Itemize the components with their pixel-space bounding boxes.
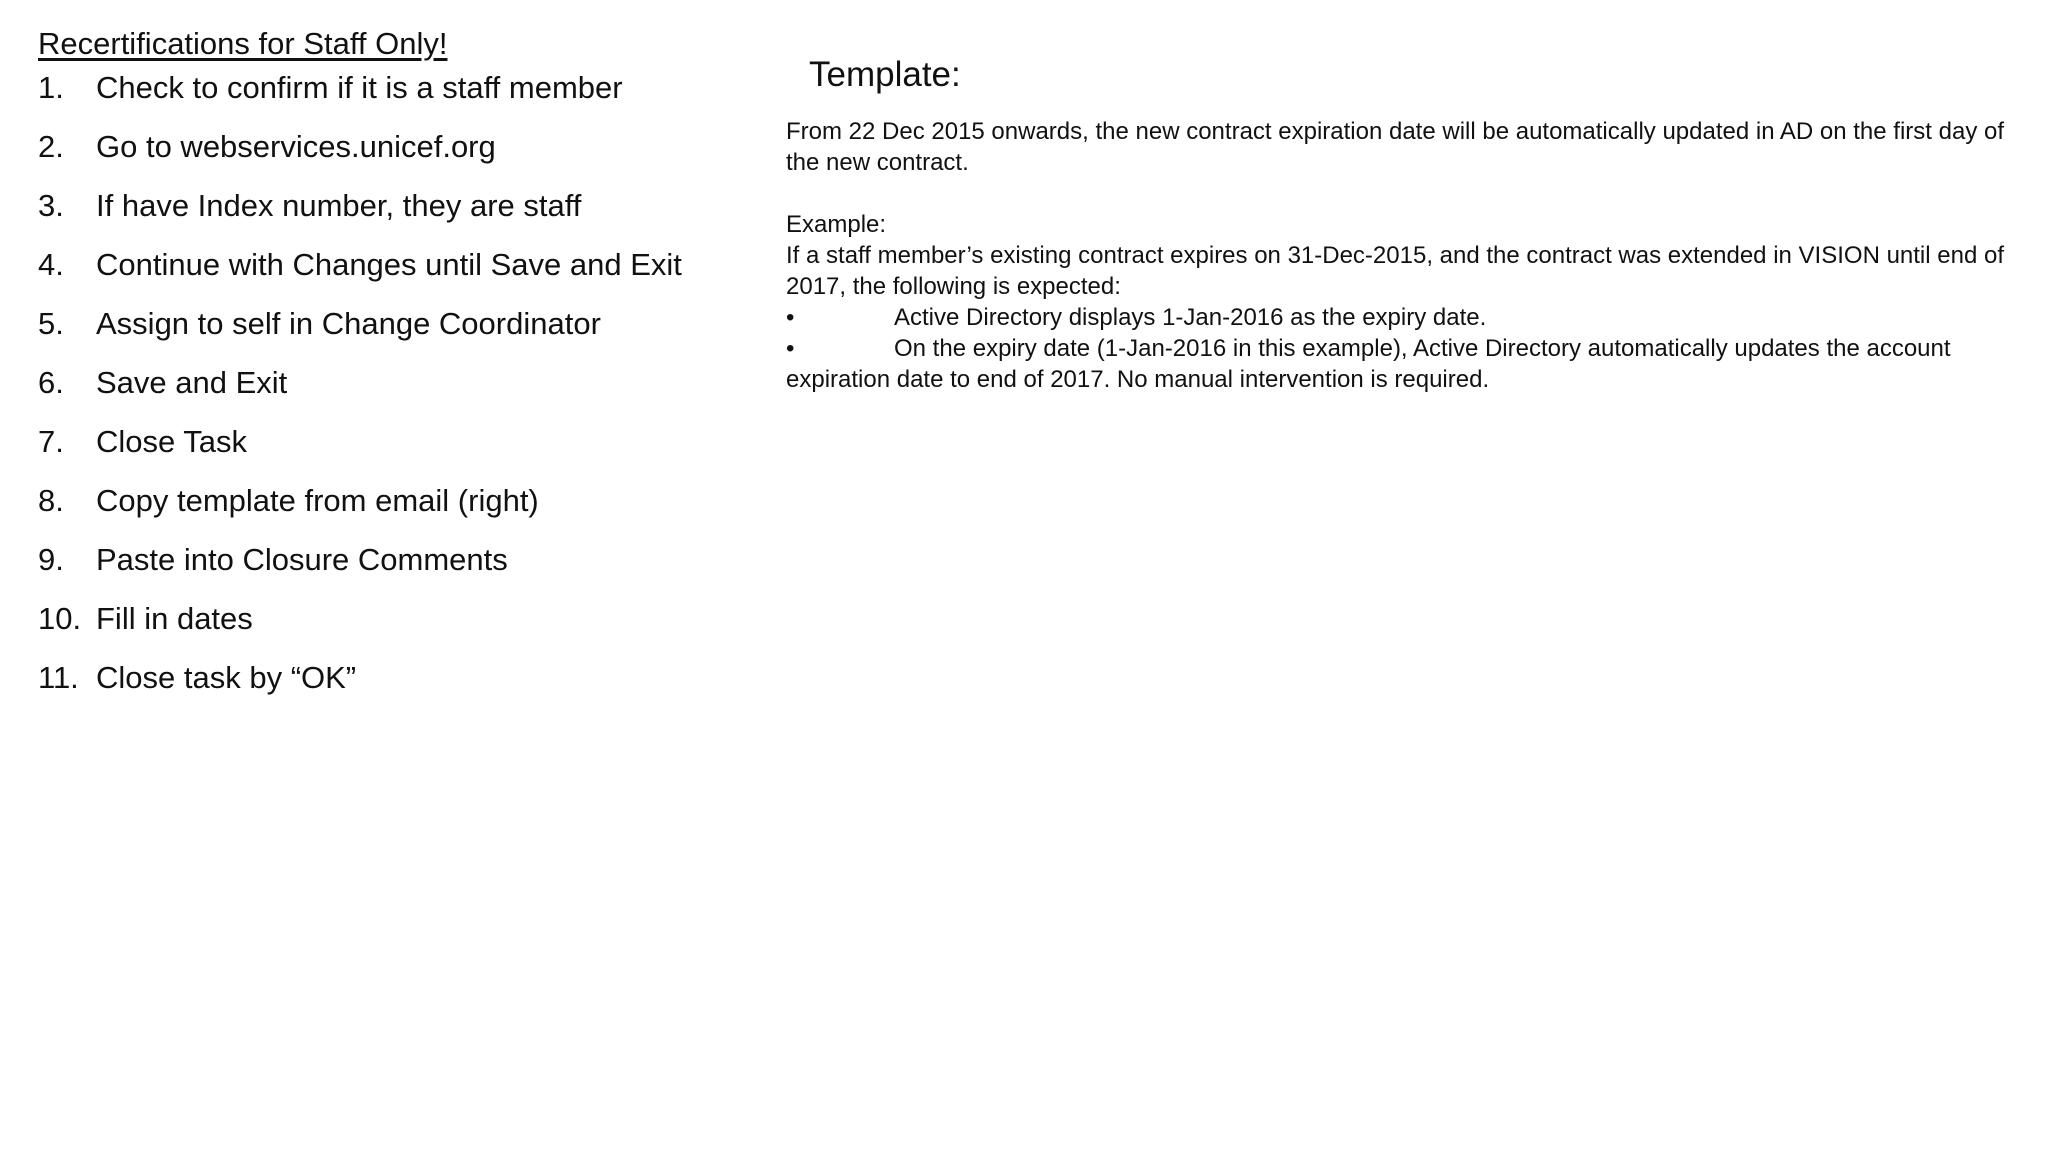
example-label: Example: (786, 211, 887, 238)
step-number: 7. (38, 424, 64, 459)
step-number: 1. (38, 70, 64, 105)
template-heading: Template: (809, 55, 961, 94)
step-number: 6. (38, 365, 64, 400)
step-text: Check to confirm if it is a staff member (96, 70, 623, 105)
bullet-text: On the expiry date (1-Jan-2016 in this example), Active Directory automatically updates the account (894, 335, 1951, 362)
template-column (786, 52, 2026, 395)
steps-list (38, 70, 698, 696)
bullet-continuation: expiration date to end of 2017. No manual intervention is required. (786, 366, 1490, 393)
instructions-heading: Recertifications for Staff Only! (38, 26, 448, 61)
step-number: 3. (38, 188, 64, 223)
step-item (38, 129, 698, 165)
step-item (38, 70, 698, 106)
bullet-item (786, 302, 2026, 333)
step-item (38, 188, 698, 224)
step-text: Save and Exit (96, 365, 288, 400)
step-number: 10. (38, 601, 82, 636)
step-item (38, 247, 698, 283)
step-number: 8. (38, 483, 64, 518)
step-item (38, 660, 698, 696)
example-text: If a staff member’s existing contract expires on 31-Dec-2015, and the contract was extended in VISION until end of 2017, the following is expected: (786, 242, 2004, 300)
template-intro: From 22 Dec 2015 onwards, the new contract expiration date will be automatically updated in AD on the first day of the new contract. (786, 118, 2004, 176)
step-number: 11. (38, 660, 79, 695)
step-item (38, 601, 698, 637)
paragraph-spacer (786, 178, 2026, 209)
step-text: Assign to self in Change Coordinator (96, 306, 601, 341)
bullet-text: Active Directory displays 1-Jan-2016 as the expiry date. (894, 304, 1487, 331)
step-text: Continue with Changes until Save and Exit (96, 247, 682, 282)
step-item (38, 365, 698, 401)
step-text: Fill in dates (96, 601, 253, 636)
step-text: Close Task (96, 424, 248, 459)
step-text: Close task by “OK” (96, 660, 357, 695)
bullet-item (786, 333, 2026, 364)
step-number: 2. (38, 129, 64, 164)
bullet-icon: • (786, 335, 795, 362)
instructions-column (38, 22, 698, 719)
step-item (38, 483, 698, 519)
bullet-icon: • (786, 304, 795, 331)
step-text: Paste into Closure Comments (96, 542, 508, 577)
step-number: 5. (38, 306, 64, 341)
step-text: If have Index number, they are staff (96, 188, 582, 223)
step-text: Copy template from email (right) (96, 483, 539, 518)
step-text: Go to webservices.unicef.org (96, 129, 496, 164)
step-item (38, 542, 698, 578)
step-number: 4. (38, 247, 64, 282)
step-item (38, 424, 698, 460)
step-item (38, 306, 698, 342)
step-number: 9. (38, 542, 64, 577)
